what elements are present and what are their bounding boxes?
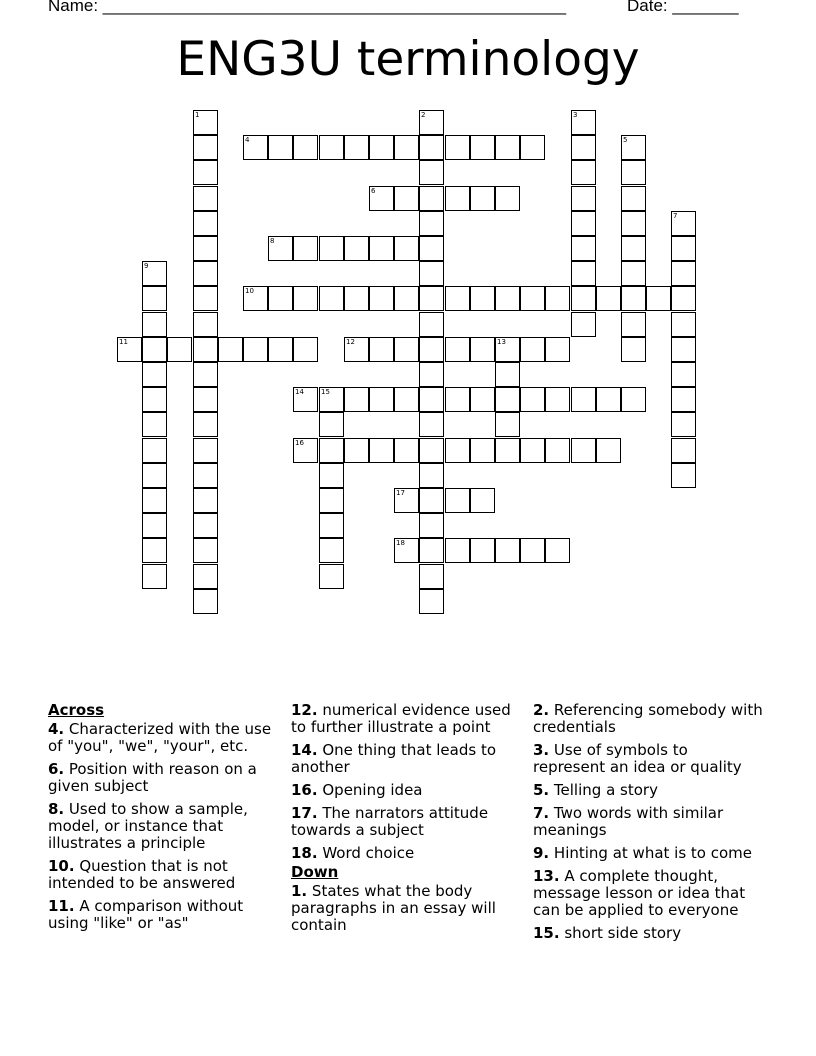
grid-cell[interactable] xyxy=(419,312,444,337)
grid-cell[interactable] xyxy=(394,387,419,412)
clue-number: 14 xyxy=(295,388,304,396)
date-field-label: Date: _______ xyxy=(627,0,739,15)
clue-across-16: 16. Opening idea xyxy=(291,781,423,799)
grid-cell[interactable] xyxy=(394,186,419,211)
grid-cell[interactable] xyxy=(495,286,520,311)
clue-number: 8 xyxy=(270,237,275,245)
grid-cell[interactable] xyxy=(671,211,696,236)
grid-cell[interactable] xyxy=(495,135,520,160)
grid-cell[interactable] xyxy=(369,186,394,211)
grid-cell[interactable] xyxy=(394,488,419,513)
clue-across-11: 11. A comparison without using "like" or "as" xyxy=(48,897,244,932)
grid-cell[interactable] xyxy=(193,538,218,563)
grid-cell[interactable] xyxy=(193,412,218,437)
clue-number: 5 xyxy=(623,136,628,144)
grid-cell[interactable] xyxy=(671,236,696,261)
grid-cell[interactable] xyxy=(142,488,167,513)
grid-cell[interactable] xyxy=(445,135,470,160)
clue-across-14: 14. One thing that leads to another xyxy=(291,741,497,776)
grid-cell[interactable] xyxy=(193,337,218,362)
grid-cell[interactable] xyxy=(671,312,696,337)
grid-cell[interactable] xyxy=(495,362,520,387)
grid-cell[interactable] xyxy=(344,438,369,463)
clue-down-7: 7. Two words with similar meanings xyxy=(533,804,724,839)
grid-cell[interactable] xyxy=(369,236,394,261)
grid-cell[interactable] xyxy=(293,337,318,362)
grid-cell[interactable] xyxy=(621,286,646,311)
clue-down-5: 5. Telling a story xyxy=(533,781,658,799)
down-heading: Down xyxy=(291,863,339,881)
grid-cell[interactable] xyxy=(520,286,545,311)
grid-cell[interactable] xyxy=(419,463,444,488)
grid-cell[interactable] xyxy=(520,538,545,563)
grid-cell[interactable] xyxy=(571,286,596,311)
grid-cell[interactable] xyxy=(243,135,268,160)
grid-cell[interactable] xyxy=(419,160,444,185)
grid-cell[interactable] xyxy=(193,362,218,387)
grid-cell[interactable] xyxy=(571,236,596,261)
grid-cell[interactable] xyxy=(445,438,470,463)
grid-cell[interactable] xyxy=(419,211,444,236)
grid-cell[interactable] xyxy=(319,438,344,463)
grid-cell[interactable] xyxy=(218,337,243,362)
grid-cell[interactable] xyxy=(369,135,394,160)
grid-cell[interactable] xyxy=(319,286,344,311)
clue-number: 7 xyxy=(673,212,678,220)
grid-cell[interactable] xyxy=(571,135,596,160)
grid-cell[interactable] xyxy=(319,135,344,160)
grid-cell[interactable] xyxy=(520,135,545,160)
grid-cell[interactable] xyxy=(495,438,520,463)
clue-number: 15 xyxy=(321,388,330,396)
grid-cell[interactable] xyxy=(319,538,344,563)
grid-cell[interactable] xyxy=(142,412,167,437)
grid-cell[interactable] xyxy=(445,337,470,362)
grid-cell[interactable] xyxy=(193,387,218,412)
grid-cell[interactable] xyxy=(571,387,596,412)
grid-cell[interactable] xyxy=(445,387,470,412)
grid-cell[interactable] xyxy=(495,538,520,563)
clue-number: 17 xyxy=(396,489,405,497)
grid-cell[interactable] xyxy=(545,337,570,362)
grid-cell[interactable] xyxy=(142,538,167,563)
grid-cell[interactable] xyxy=(319,564,344,589)
grid-cell[interactable] xyxy=(369,387,394,412)
grid-cell[interactable] xyxy=(293,387,318,412)
grid-cell[interactable] xyxy=(142,463,167,488)
grid-cell[interactable] xyxy=(671,412,696,437)
clue-across-6: 6. Position with reason on a given subject xyxy=(48,760,257,795)
grid-cell[interactable] xyxy=(671,337,696,362)
grid-cell[interactable] xyxy=(142,261,167,286)
grid-cell[interactable] xyxy=(596,286,621,311)
grid-cell[interactable] xyxy=(268,286,293,311)
grid-cell[interactable] xyxy=(419,387,444,412)
clue-number: 1 xyxy=(195,111,200,119)
grid-cell[interactable] xyxy=(243,286,268,311)
grid-cell[interactable] xyxy=(319,412,344,437)
grid-cell[interactable] xyxy=(369,438,394,463)
grid-cell[interactable] xyxy=(621,186,646,211)
grid-cell[interactable] xyxy=(369,337,394,362)
grid-cell[interactable] xyxy=(142,387,167,412)
grid-cell[interactable] xyxy=(646,286,671,311)
grid-cell[interactable] xyxy=(571,438,596,463)
clue-across-10: 10. Question that is not intended to be answered xyxy=(48,857,236,892)
grid-cell[interactable] xyxy=(193,488,218,513)
grid-cell[interactable] xyxy=(193,236,218,261)
grid-cell[interactable] xyxy=(419,261,444,286)
grid-cell[interactable] xyxy=(268,236,293,261)
grid-cell[interactable] xyxy=(193,564,218,589)
grid-cell[interactable] xyxy=(193,110,218,135)
grid-cell[interactable] xyxy=(571,312,596,337)
grid-cell[interactable] xyxy=(470,387,495,412)
grid-cell[interactable] xyxy=(571,261,596,286)
grid-cell[interactable] xyxy=(142,362,167,387)
grid-cell[interactable] xyxy=(419,438,444,463)
grid-cell[interactable] xyxy=(193,286,218,311)
grid-cell[interactable] xyxy=(193,160,218,185)
grid-cell[interactable] xyxy=(596,387,621,412)
grid-cell[interactable] xyxy=(419,186,444,211)
grid-cell[interactable] xyxy=(394,438,419,463)
grid-cell[interactable] xyxy=(545,286,570,311)
grid-cell[interactable] xyxy=(571,110,596,135)
grid-cell[interactable] xyxy=(470,186,495,211)
grid-cell[interactable] xyxy=(520,438,545,463)
grid-cell[interactable] xyxy=(495,186,520,211)
clue-number: 3 xyxy=(573,111,578,119)
grid-cell[interactable] xyxy=(419,362,444,387)
grid-cell[interactable] xyxy=(419,110,444,135)
grid-cell[interactable] xyxy=(193,135,218,160)
grid-cell[interactable] xyxy=(319,236,344,261)
clue-across-12: 12. numerical evidence used to further illustrate a point xyxy=(291,701,511,736)
grid-cell[interactable] xyxy=(344,135,369,160)
grid-cell[interactable] xyxy=(671,463,696,488)
clue-number: 2 xyxy=(421,111,426,119)
clues-column-3 xyxy=(533,702,763,948)
clue-down-13: 13. A complete thought, message lesson or idea that can be applied to everyone xyxy=(533,867,746,919)
clue-across-18: 18. Word choice xyxy=(291,844,415,862)
clue-number: 4 xyxy=(245,136,250,144)
grid-cell[interactable] xyxy=(394,337,419,362)
grid-cell[interactable] xyxy=(293,236,318,261)
grid-cell[interactable] xyxy=(419,589,444,614)
grid-cell[interactable] xyxy=(419,337,444,362)
grid-cell[interactable] xyxy=(671,387,696,412)
grid-cell[interactable] xyxy=(596,438,621,463)
clue-across-4: 4. Characterized with the use of "you", "we", "your", etc. xyxy=(48,720,272,755)
grid-cell[interactable] xyxy=(117,337,142,362)
grid-cell[interactable] xyxy=(419,412,444,437)
grid-cell[interactable] xyxy=(142,438,167,463)
clue-number: 13 xyxy=(497,338,506,346)
clue-down-1: 1. States what the body paragraphs in an essay will contain xyxy=(291,882,496,934)
name-field-label: Name: _________________________________________________ xyxy=(48,0,567,15)
grid-cell[interactable] xyxy=(545,387,570,412)
grid-cell[interactable] xyxy=(419,135,444,160)
grid-cell[interactable] xyxy=(621,261,646,286)
grid-cell[interactable] xyxy=(671,261,696,286)
grid-cell[interactable] xyxy=(419,513,444,538)
grid-cell[interactable] xyxy=(193,513,218,538)
puzzle-title: ENG3U terminology xyxy=(176,32,640,87)
grid-cell[interactable] xyxy=(445,286,470,311)
grid-cell[interactable] xyxy=(470,488,495,513)
clue-down-2: 2. Referencing somebody with credentials xyxy=(533,701,763,736)
grid-cell[interactable] xyxy=(268,135,293,160)
grid-cell[interactable] xyxy=(319,463,344,488)
grid-cell[interactable] xyxy=(520,387,545,412)
grid-cell[interactable] xyxy=(419,488,444,513)
grid-cell[interactable] xyxy=(319,488,344,513)
grid-cell[interactable] xyxy=(167,337,192,362)
grid-cell[interactable] xyxy=(369,286,394,311)
grid-cell[interactable] xyxy=(319,387,344,412)
grid-cell[interactable] xyxy=(193,589,218,614)
grid-cell[interactable] xyxy=(142,286,167,311)
grid-cell[interactable] xyxy=(419,564,444,589)
grid-cell[interactable] xyxy=(445,488,470,513)
grid-cell[interactable] xyxy=(344,337,369,362)
grid-cell[interactable] xyxy=(621,135,646,160)
grid-cell[interactable] xyxy=(470,337,495,362)
clues-column-2 xyxy=(291,702,519,940)
grid-cell[interactable] xyxy=(344,236,369,261)
grid-cell[interactable] xyxy=(621,211,646,236)
grid-cell[interactable] xyxy=(344,286,369,311)
clue-across-17: 17. The narrators attitude towards a subject xyxy=(291,804,489,839)
grid-cell[interactable] xyxy=(293,286,318,311)
clues-column-1 xyxy=(48,702,283,938)
grid-cell[interactable] xyxy=(470,286,495,311)
clue-across-8: 8. Used to show a sample, model, or instance that illustrates a principle xyxy=(48,800,248,852)
across-heading: Across xyxy=(48,701,105,719)
grid-cell[interactable] xyxy=(293,438,318,463)
grid-cell[interactable] xyxy=(571,186,596,211)
grid-cell[interactable] xyxy=(545,438,570,463)
grid-cell[interactable] xyxy=(344,387,369,412)
grid-cell[interactable] xyxy=(193,211,218,236)
grid-cell[interactable] xyxy=(621,337,646,362)
grid-cell[interactable] xyxy=(671,362,696,387)
grid-cell[interactable] xyxy=(470,438,495,463)
grid-cell[interactable] xyxy=(142,564,167,589)
grid-cell[interactable] xyxy=(142,337,167,362)
grid-cell[interactable] xyxy=(671,438,696,463)
grid-cell[interactable] xyxy=(142,513,167,538)
grid-cell[interactable] xyxy=(571,160,596,185)
grid-cell[interactable] xyxy=(193,438,218,463)
grid-cell[interactable] xyxy=(445,186,470,211)
grid-cell[interactable] xyxy=(293,135,318,160)
grid-cell[interactable] xyxy=(671,286,696,311)
grid-cell[interactable] xyxy=(470,538,495,563)
grid-cell[interactable] xyxy=(445,538,470,563)
clue-number: 18 xyxy=(396,539,405,547)
grid-cell[interactable] xyxy=(394,236,419,261)
grid-cell[interactable] xyxy=(268,337,293,362)
grid-cell[interactable] xyxy=(319,513,344,538)
clue-number: 11 xyxy=(119,338,128,346)
grid-cell[interactable] xyxy=(495,412,520,437)
grid-cell[interactable] xyxy=(621,312,646,337)
grid-cell[interactable] xyxy=(193,186,218,211)
grid-cell[interactable] xyxy=(193,261,218,286)
grid-cell[interactable] xyxy=(621,160,646,185)
grid-cell[interactable] xyxy=(394,135,419,160)
grid-cell[interactable] xyxy=(142,312,167,337)
clue-number: 6 xyxy=(371,187,376,195)
clue-number: 16 xyxy=(295,439,304,447)
clue-down-9: 9. Hinting at what is to come xyxy=(533,844,753,862)
clue-number: 10 xyxy=(245,287,254,295)
grid-cell[interactable] xyxy=(193,312,218,337)
grid-cell[interactable] xyxy=(520,337,545,362)
grid-cell[interactable] xyxy=(394,538,419,563)
grid-cell[interactable] xyxy=(470,135,495,160)
grid-cell[interactable] xyxy=(621,236,646,261)
grid-cell[interactable] xyxy=(621,387,646,412)
grid-cell[interactable] xyxy=(193,463,218,488)
clue-number: 12 xyxy=(346,338,355,346)
grid-cell[interactable] xyxy=(419,236,444,261)
grid-cell[interactable] xyxy=(495,387,520,412)
grid-cell[interactable] xyxy=(419,538,444,563)
grid-cell[interactable] xyxy=(243,337,268,362)
grid-cell[interactable] xyxy=(419,286,444,311)
grid-cell[interactable] xyxy=(394,286,419,311)
grid-cell[interactable] xyxy=(545,538,570,563)
grid-cell[interactable] xyxy=(495,337,520,362)
clue-number: 9 xyxy=(144,262,149,270)
clue-down-3: 3. Use of symbols to represent an idea or quality xyxy=(533,741,742,776)
grid-cell[interactable] xyxy=(571,211,596,236)
clue-down-15: 15. short side story xyxy=(533,924,682,942)
